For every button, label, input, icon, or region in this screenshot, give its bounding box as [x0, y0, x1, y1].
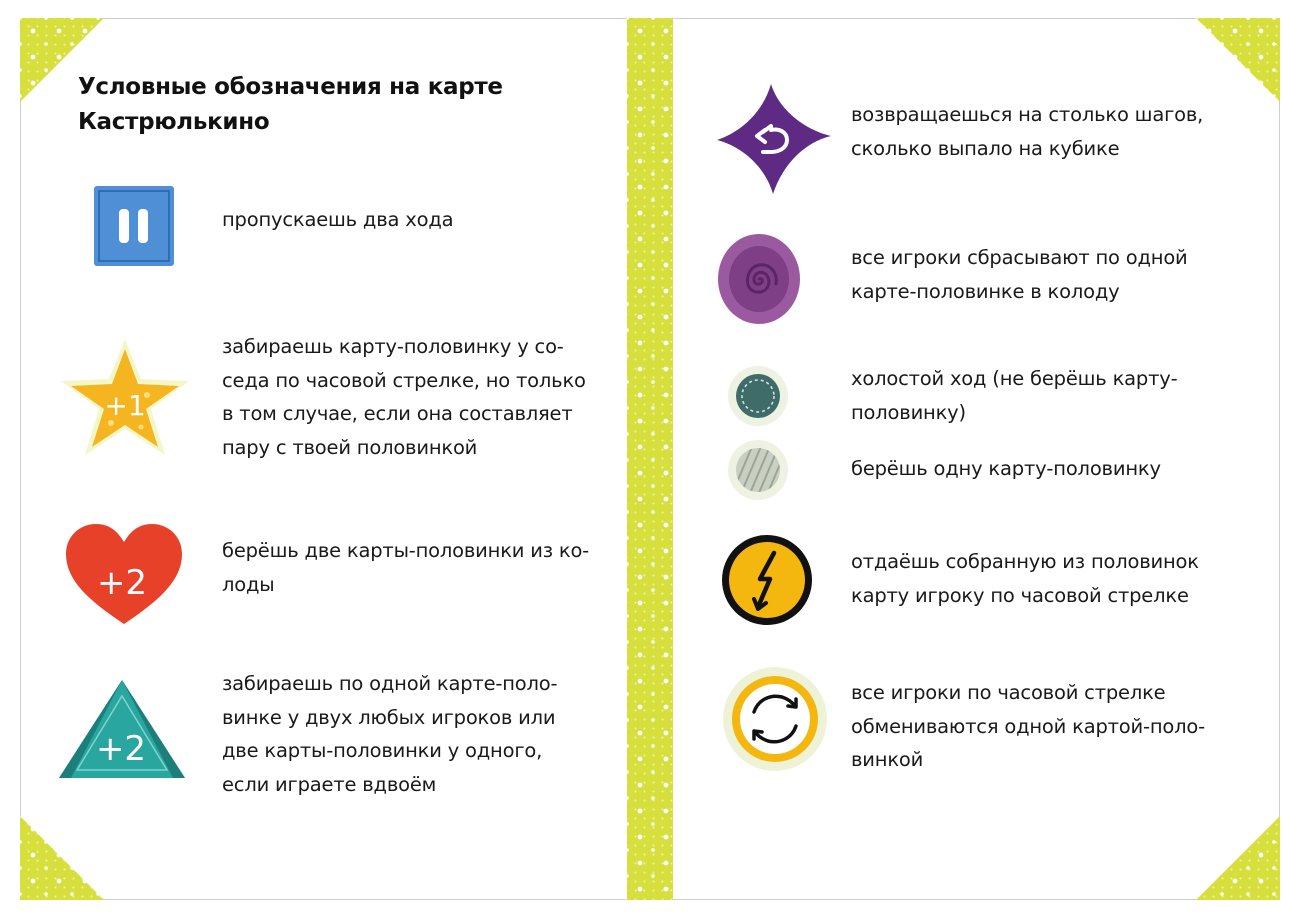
book-spine-pattern [627, 18, 673, 900]
legend-text-give-collected-card: отдаёшь собранную из половинок карту игроку по часовой стрелке [851, 550, 1199, 607]
legend-text-take-two-from-deck: берёшь две карты-половинки из ко- лоды [222, 539, 590, 596]
purple-spiral-icon [716, 232, 802, 326]
legend-text-take-from-two-players: забираешь по одной карте-поло- винке у двух любых игроков или две карты-половинки у одного, если играете вдвоём [222, 672, 558, 796]
teal-dashed-dot-icon [726, 364, 790, 428]
legend-text-idle-turn: холостой ход (не берёшь карту- половинку) [851, 367, 1178, 424]
legend-text-go-back-steps: возвращаешься на столько шагов, сколько выпало на кубике [851, 103, 1204, 160]
page-title: Условные обозначения на карте Кастрюлькино [78, 74, 503, 135]
legend-text-take-half-card-neighbour: забираешь карту-половинку у со- седа по часовой стрелке, но только в том случае, если она составляет пару с твоей половинкой [222, 335, 586, 459]
star-plus-one-icon [55, 335, 195, 461]
pause-square-icon [90, 183, 178, 269]
lightning-circle-icon [720, 533, 814, 627]
triangle-badge-label: +2 [95, 729, 147, 769]
triangle-plus-two-icon [55, 676, 189, 784]
heart-plus-two-icon [60, 520, 188, 630]
star-badge-label: +1 [104, 389, 146, 422]
purple-diamond-back-arrow-icon [713, 80, 835, 198]
legend-text-take-one-half-card: берёшь одну карту-половинку [851, 457, 1161, 480]
grey-striped-dot-icon [726, 438, 790, 502]
legend-text-skip-two-turns: пропускаешь два хода [222, 208, 454, 231]
heart-badge-label: +2 [96, 563, 148, 603]
legend-text-all-exchange: все игроки по часовой стрелке обмениваются одной картой-поло- винкой [851, 681, 1205, 771]
swap-arrows-circle-icon [720, 664, 830, 774]
legend-text-all-discard: все игроки сбрасывают по одной карте-половинке в колоду [851, 246, 1188, 303]
